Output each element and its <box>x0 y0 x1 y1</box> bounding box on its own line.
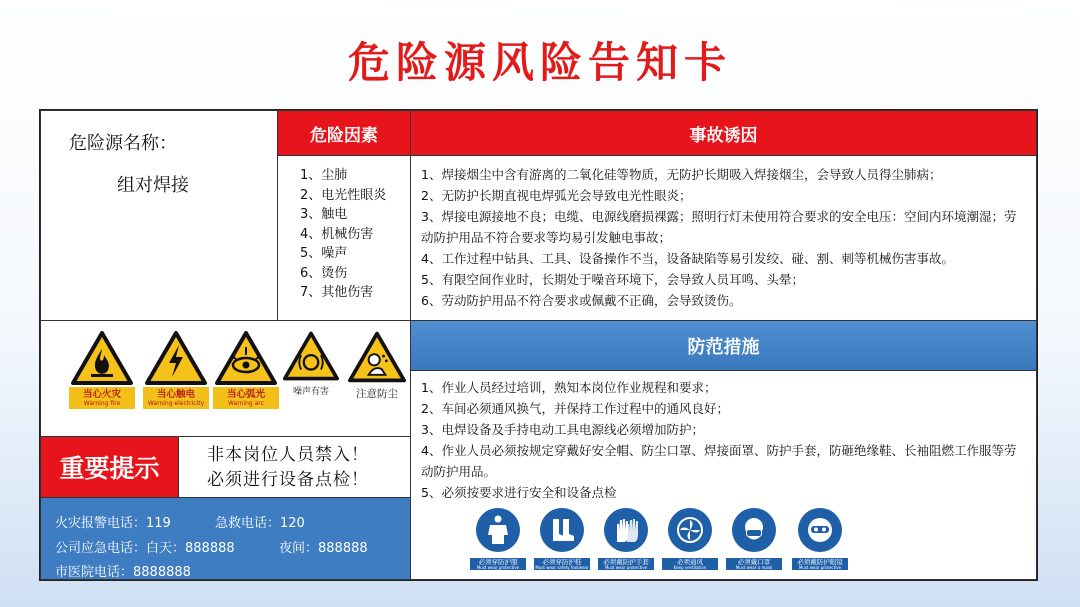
cause-item: 4、工作过程中钻具、工具、设备操作不当，设备缺陷等易引发绞、碰、割、刺等机械伤害事故。 <box>421 251 954 266</box>
fire-warning-icon <box>71 331 133 385</box>
ppe-ventilation <box>662 508 718 570</box>
factor-item: 1、尘肺 <box>300 168 348 183</box>
warning-signs-cell <box>40 320 411 437</box>
notice-label: 重要提示 <box>40 436 179 498</box>
phone-box <box>40 497 411 580</box>
page-title: 危险源风险告知卡 <box>347 38 732 87</box>
measure-item: 3、电焊设备及手持电动工具电源线必须增加防护； <box>421 422 704 437</box>
safety-boots-icon <box>548 516 576 544</box>
ppe-label: 必须穿防护鞋 <box>542 558 582 566</box>
sign-noise <box>281 331 341 397</box>
electric-warning-icon <box>145 331 207 385</box>
emergency-phone: 急救电话：120 <box>215 516 305 531</box>
causes-cell <box>410 155 1037 321</box>
sign-label: 注意防尘 <box>356 388 398 400</box>
protective-clothing-icon <box>484 515 512 545</box>
measure-item: 1、作业人员经过培训，熟知本岗位作业规程和要求； <box>421 380 717 395</box>
measures-list <box>421 377 1028 503</box>
measures-header: 防范措施 <box>410 320 1037 371</box>
hospital-phone: 市医院电话：8888888 <box>55 565 191 580</box>
ppe-label-en: Must wear a mask <box>735 565 773 570</box>
ppe-clothing <box>470 508 526 574</box>
dust-warning-icon <box>348 331 406 383</box>
measure-item: 4、作业人员必须按规定穿戴好安全帽、防尘口罩、焊接面罩、防护手套，防砸绝缘鞋、长袖阻燃工作服等劳动防护用品。 <box>421 443 1017 479</box>
notice-line-1: 非本岗位人员禁入！ <box>207 445 369 465</box>
ppe-label: 必须通风 <box>677 558 703 566</box>
goggles-icon <box>805 515 835 545</box>
sign-label-en: Warning electricity <box>147 400 205 407</box>
factor-item: 3、触电 <box>300 207 348 222</box>
ppe-boots <box>534 508 590 570</box>
fire-phone: 火灾报警电话：119 <box>55 516 171 531</box>
causes-header: 事故诱因 <box>410 110 1037 156</box>
ppe-label: 必须戴防护手套 <box>603 558 649 566</box>
sign-dust <box>346 331 408 401</box>
factor-item: 6、烫伤 <box>300 265 348 281</box>
hazard-source-label: 危险源名称： <box>69 133 177 154</box>
factors-header: 危险因素 <box>277 110 411 156</box>
factors-cell <box>277 155 411 321</box>
ppe-mask <box>726 508 782 570</box>
arc-warning-icon <box>215 331 277 385</box>
company-phone: 公司应急电话：白天：888888 <box>55 541 235 556</box>
ppe-gloves <box>598 508 654 574</box>
ppe-label: 必须戴口罩 <box>737 558 771 566</box>
ppe-label: 必须穿防护服 <box>478 558 518 566</box>
factor-item: 2、电光性眼炎 <box>300 187 387 203</box>
sign-label-en: Warning fire <box>83 400 121 407</box>
sign-arc <box>213 331 279 409</box>
sign-label: 当心火灾 <box>82 389 121 400</box>
notice-line-2: 必须进行设备点检！ <box>207 470 369 490</box>
sign-electric <box>143 331 209 409</box>
sign-label: 噪声有害 <box>292 387 329 397</box>
sign-label: 当心弧光 <box>226 389 265 400</box>
ventilation-icon <box>675 515 705 545</box>
factors-list <box>300 166 386 303</box>
factor-item: 5、噪声 <box>300 246 348 261</box>
ppe-label: 必须戴防护眼镜 <box>797 558 843 566</box>
night-phone: 夜间：888888 <box>279 541 368 556</box>
ppe-label-en: Must wear protective clothing <box>476 565 520 574</box>
sign-label-en: Warning arc <box>228 400 264 407</box>
ppe-label-en: Keep ventilation <box>673 565 707 570</box>
cause-item: 6、劳动防护用品不符合要求或佩戴不正确，会导致烫伤。 <box>421 293 742 308</box>
cause-item: 5、有限空间作业时，长期处于噪音环境下，会导致人员耳鸣、头晕； <box>421 272 804 287</box>
noise-warning-icon <box>283 331 339 381</box>
gloves-icon <box>612 516 640 544</box>
notice-text-cell <box>178 436 411 498</box>
sign-label: 当心触电 <box>156 389 195 400</box>
risk-card <box>39 109 1038 581</box>
cause-item: 2、无防护长期直视电焊弧光会导致电光性眼炎； <box>421 188 692 203</box>
cause-item: 3、焊接电源接地不良；电缆、电源线磨损裸露；照明行灯未使用符合要求的安全电压：空间内环境潮湿；劳动防护用品不符合要求等均易引发触电事故； <box>421 209 1017 245</box>
factor-item: 4、机械伤害 <box>300 226 374 242</box>
cause-item: 1、焊接烟尘中含有游离的二氧化硅等物质，无防护长期吸入焊接烟尘，会导致人员得尘肺病； <box>421 167 942 182</box>
ppe-label-en: Must wear protective goggles <box>798 565 842 574</box>
mask-icon <box>739 515 769 545</box>
ppe-label-en: Must wear protective gloves <box>604 565 648 574</box>
ppe-label-en: Must wear safety footwear <box>535 565 589 570</box>
sign-fire <box>69 331 135 409</box>
measure-item: 5、必须按要求进行安全和设备点检 <box>421 485 617 500</box>
hazard-source-cell <box>40 110 278 321</box>
ppe-goggles <box>792 508 848 574</box>
causes-list <box>421 164 1028 311</box>
hazard-source-value: 组对焊接 <box>117 175 189 196</box>
measure-item: 2、车间必须通风换气，并保持工作过程中的通风良好； <box>421 401 729 416</box>
factor-item: 7、其他伤害 <box>300 285 374 300</box>
